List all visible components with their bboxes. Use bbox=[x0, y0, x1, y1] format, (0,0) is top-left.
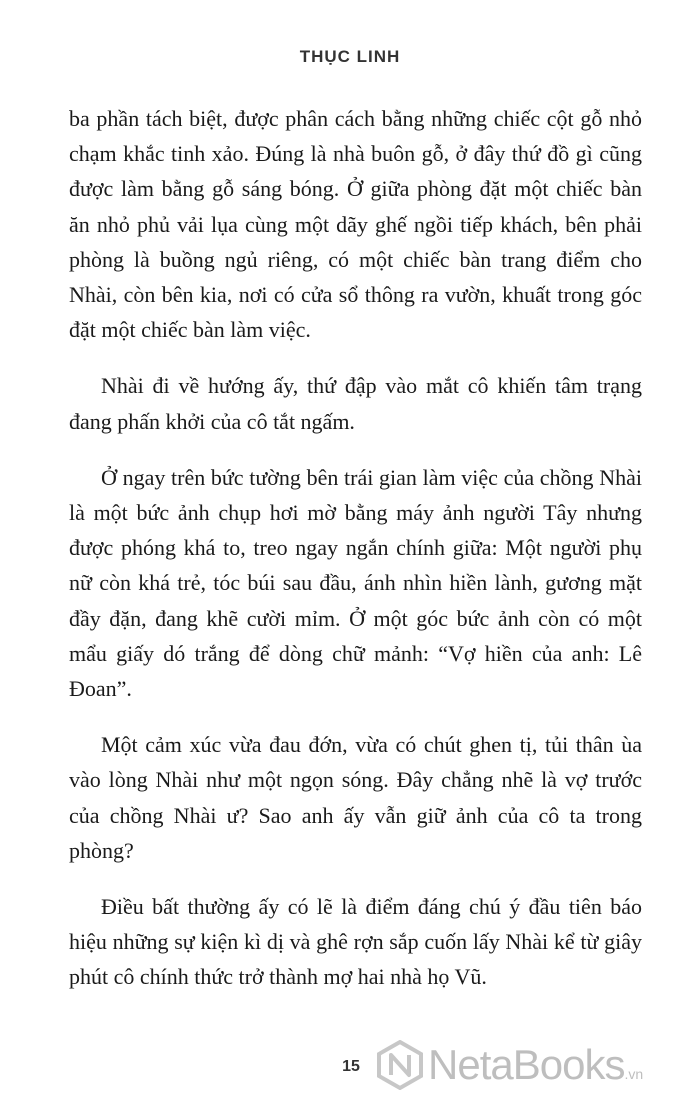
paragraph: ba phần tách biệt, được phân cách bằng những chiếc cột gỗ nhỏ chạm khắc tinh xảo. Đúng là nhà buôn gỗ, ở đây thứ đồ gì cũng được làm bằng gỗ sáng bóng. Ở giữa phòng đặt một chiếc bàn ăn nhỏ phủ vải lụa cùng một dãy ghế ngồi tiếp khách, bên phải phòng là buồng ngủ riêng, có một chiếc bàn trang điểm cho Nhài, còn bên kia, nơi có cửa sổ thông ra vườn, khuất trong góc đặt một chiếc bàn làm việc. bbox=[69, 106, 642, 343]
watermark bbox=[376, 1040, 643, 1090]
paragraph: Một cảm xúc vừa đau đớn, vừa có chút ghen tị, tủi thân ùa vào lòng Nhài như một ngọn sóng. Đây chẳng nhẽ là vợ trước của chồng Nhài ư? Sao anh ấy vẫn giữ ảnh của cô ta trong phòng? bbox=[69, 732, 642, 863]
body-text bbox=[69, 101, 642, 1016]
running-head-title: THỤC LINH bbox=[299, 47, 401, 66]
netabooks-logo-icon bbox=[376, 1040, 424, 1090]
paragraph: Điều bất thường ấy có lẽ là điểm đáng chú ý đầu tiên báo hiệu những sự kiện kì dị và ghê rợn sắp cuốn lấy Nhài kể từ giây phút cô chính thức trở thành mợ hai nhà họ Vũ. bbox=[69, 894, 642, 990]
paragraph: Ở ngay trên bức tường bên trái gian làm việc của chồng Nhài là một bức ảnh chụp hơi mờ bằng máy ảnh người Tây nhưng được phóng khá to, treo ngay ngắn chính giữa: Một người phụ nữ còn khá trẻ, tóc búi sau đầu, ánh nhìn hiền lành, gương mặt đầy đặn, đang khẽ cười mỉm. Ở một góc bức ảnh còn có một mẩu giấy dó trắng để dòng chữ mảnh: “Vợ hiền của anh: Lê Đoan”. bbox=[69, 464, 642, 702]
watermark-suffix: .vn bbox=[624, 1066, 644, 1082]
page-number: 15 bbox=[342, 1058, 360, 1075]
watermark-text: NetaBooks bbox=[428, 1041, 625, 1088]
paragraph: Nhài đi về hướng ấy, thứ đập vào mắt cô khiến tâm trạng đang phấn khởi của cô tắt ngấm. bbox=[69, 373, 642, 434]
